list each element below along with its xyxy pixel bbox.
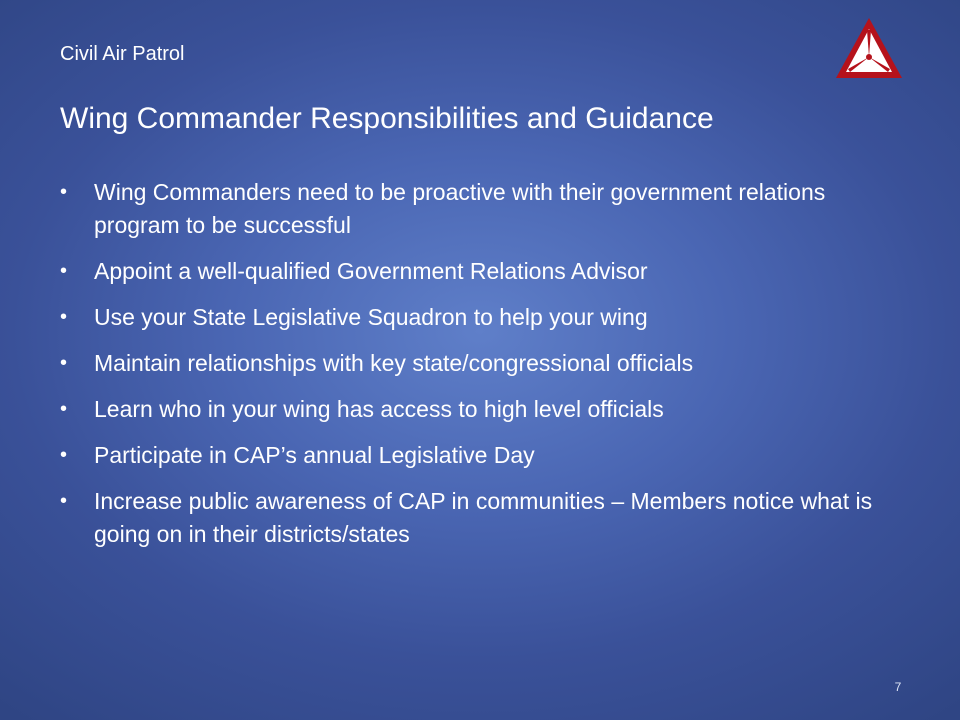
bullet-dot-icon: • — [60, 444, 68, 466]
bullet-item — [56, 255, 916, 288]
bullet-item — [56, 393, 916, 426]
bullet-dot-icon: • — [60, 260, 68, 282]
page-number: 7 — [894, 680, 902, 694]
bullet-text: Participate in CAP’s annual Legislative Day — [94, 442, 535, 468]
bullet-dot-icon: • — [60, 181, 68, 203]
bullet-item — [56, 347, 916, 380]
bullet-list — [56, 176, 916, 564]
bullet-item — [56, 439, 916, 472]
bullet-text: Increase public awareness of CAP in communities – Members notice what is going on in their districts/states — [94, 488, 873, 547]
bullet-text: Wing Commanders need to be proactive with their government relations program to be successful — [94, 179, 826, 238]
bullet-item — [56, 301, 916, 334]
bullet-text: Learn who in your wing has access to high level officials — [94, 396, 664, 422]
bullet-item — [56, 176, 916, 242]
bullet-item — [56, 485, 916, 551]
bullet-text: Use your State Legislative Squadron to help your wing — [94, 304, 648, 330]
bullet-text: Maintain relationships with key state/congressional officials — [94, 350, 694, 376]
slide-title: Wing Commander Responsibilities and Guidance — [60, 102, 714, 135]
bullet-dot-icon: • — [60, 306, 68, 328]
bullet-dot-icon: • — [60, 398, 68, 420]
bullet-text: Appoint a well-qualified Government Relations Advisor — [94, 258, 648, 284]
cap-tri-prop-logo-icon — [834, 16, 904, 80]
bullet-dot-icon: • — [60, 352, 68, 374]
org-name: Civil Air Patrol — [60, 43, 185, 65]
bullet-dot-icon: • — [60, 490, 68, 512]
